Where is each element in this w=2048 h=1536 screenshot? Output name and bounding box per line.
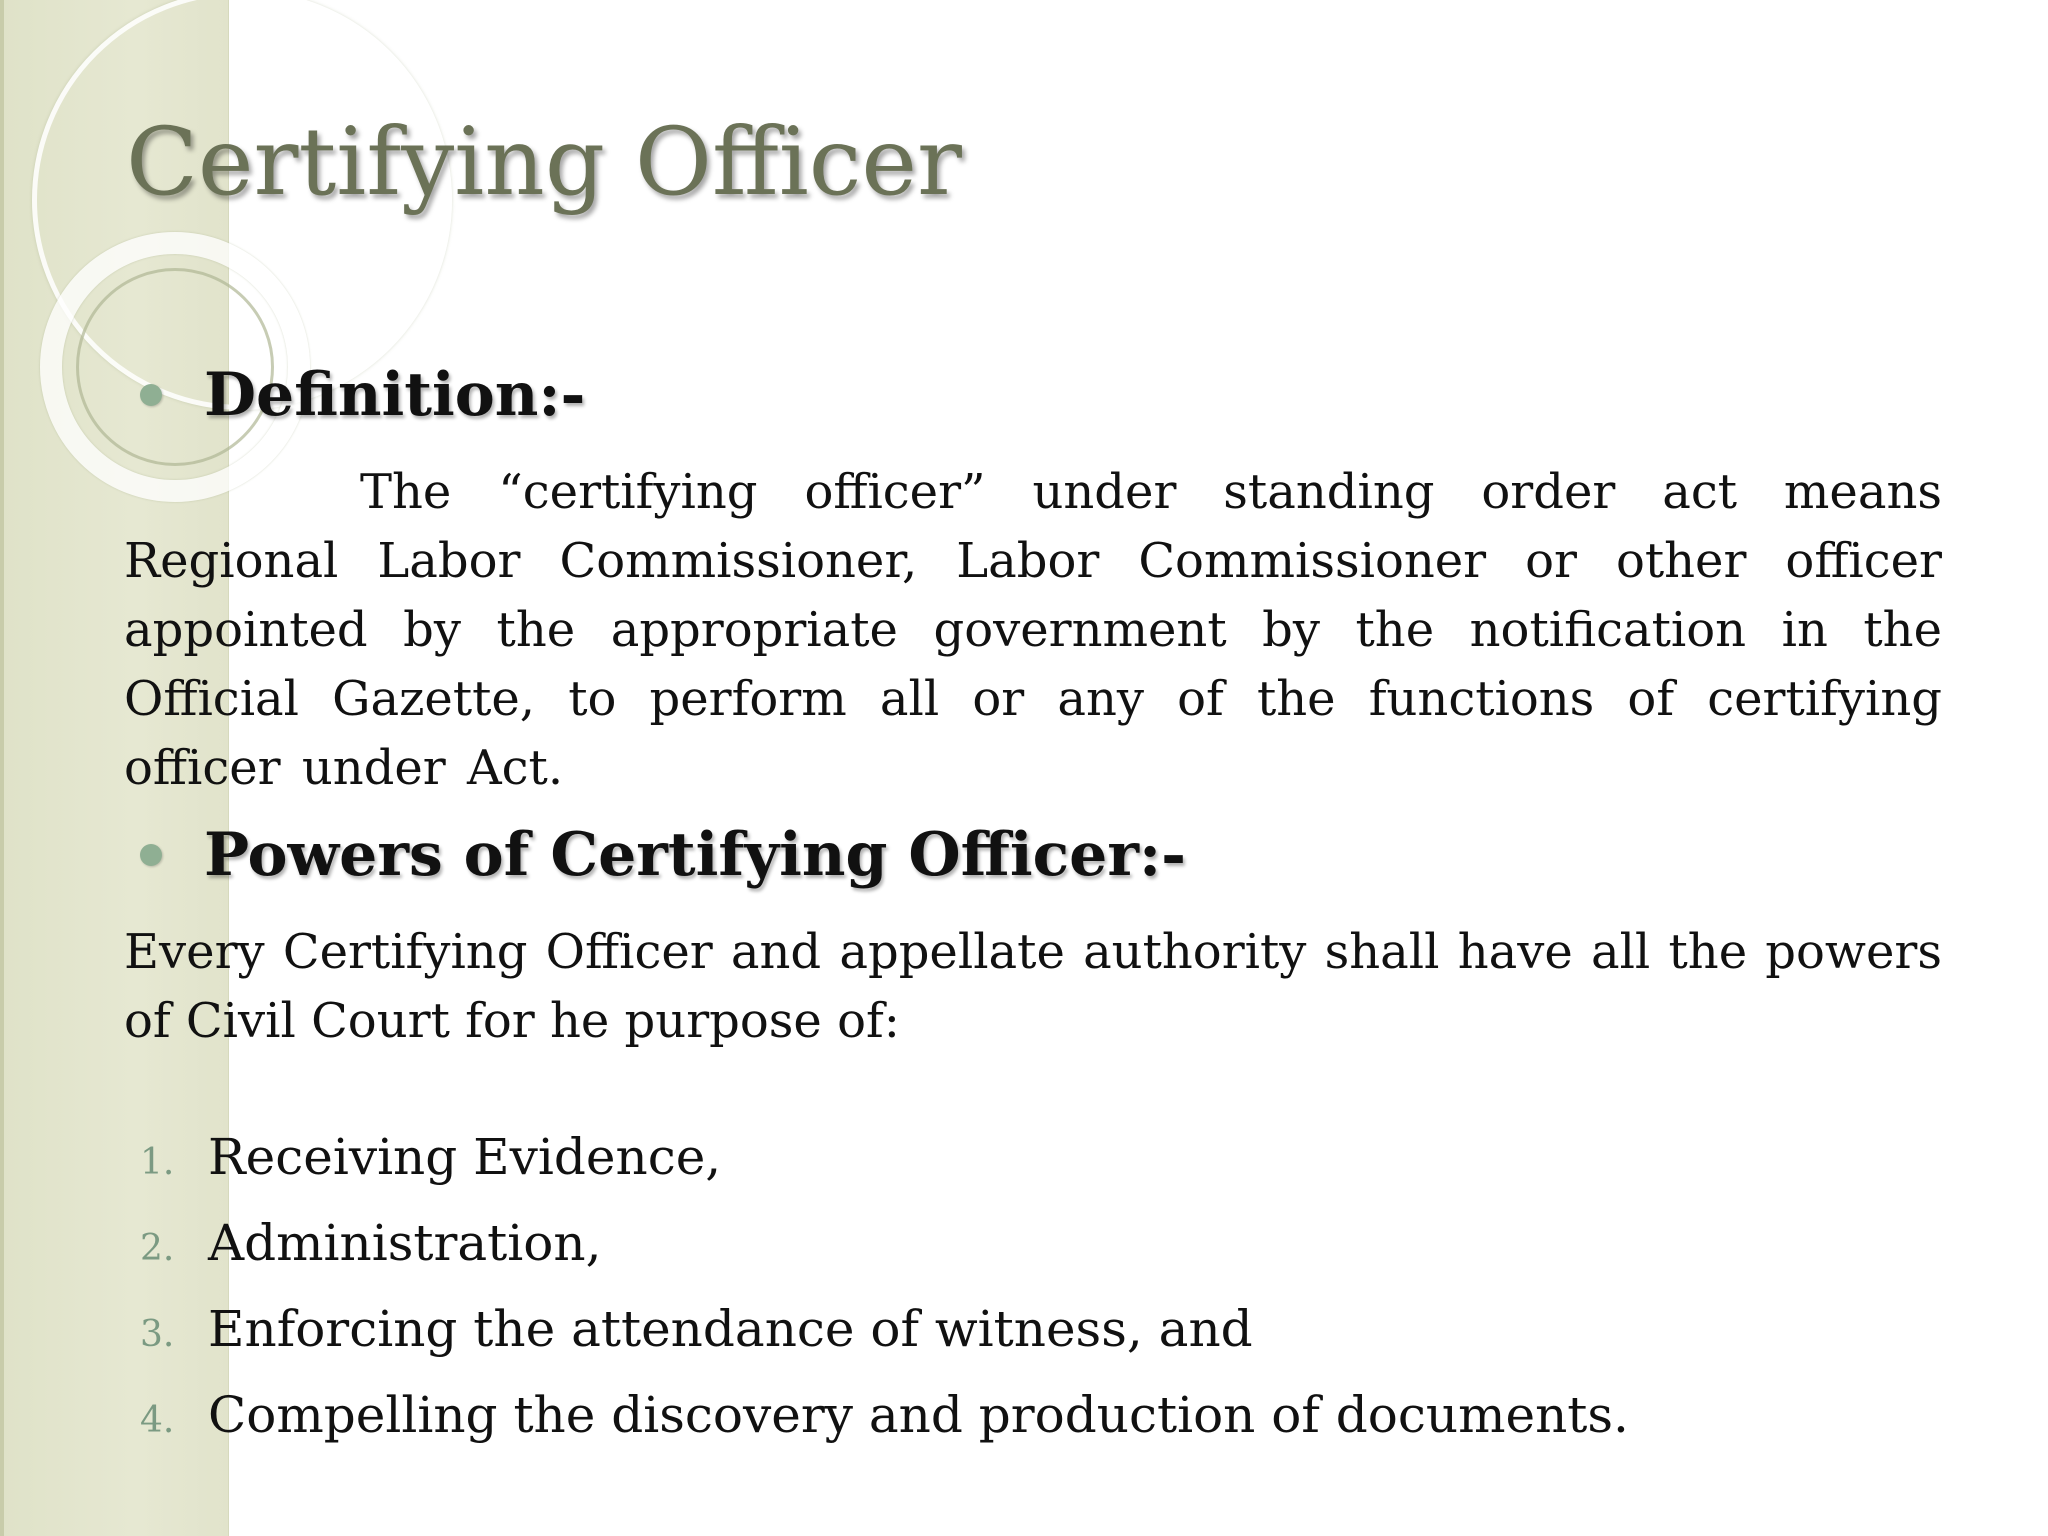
- list-item: [140, 1300, 1629, 1386]
- list-item-number: 3.: [140, 1314, 175, 1355]
- list-item: [140, 1214, 1629, 1300]
- definition-text: The “certifying officer” under standing order act means Regional Labor Commissioner, Labor Commissioner or other officer appointed by the appropriate government by the notification in the Official Gazette, to perform all or any of the functions of certifying officer under Act.: [124, 464, 1942, 796]
- list-item-number: 1.: [140, 1142, 175, 1183]
- slide-title: Certifying Officer: [126, 108, 962, 217]
- list-item-text: Enforcing the attendance of witness, and: [208, 1300, 1253, 1358]
- list-item-number: 4.: [140, 1400, 175, 1441]
- definition-heading: Definition:-: [204, 360, 586, 430]
- list-item-text: Compelling the discovery and production of documents.: [208, 1386, 1629, 1444]
- bullet-dot-icon: [140, 384, 162, 406]
- list-item-text: Receiving Evidence,: [208, 1128, 722, 1186]
- list-item-number: 2.: [140, 1228, 175, 1269]
- list-item: [140, 1128, 1629, 1214]
- powers-heading: Powers of Certifying Officer:-: [204, 820, 1187, 890]
- definition-heading-row: [140, 360, 585, 430]
- list-item: [140, 1386, 1629, 1472]
- bullet-dot-icon: [140, 844, 162, 866]
- side-band-edge: [0, 0, 4, 1536]
- powers-list: [140, 1128, 1629, 1472]
- list-item-text: Administration,: [208, 1214, 602, 1272]
- powers-text: Every Certifying Officer and appellate authority shall have all the powers of Civil Court for he purpose of:: [124, 924, 1942, 1049]
- powers-heading-row: [140, 820, 1186, 890]
